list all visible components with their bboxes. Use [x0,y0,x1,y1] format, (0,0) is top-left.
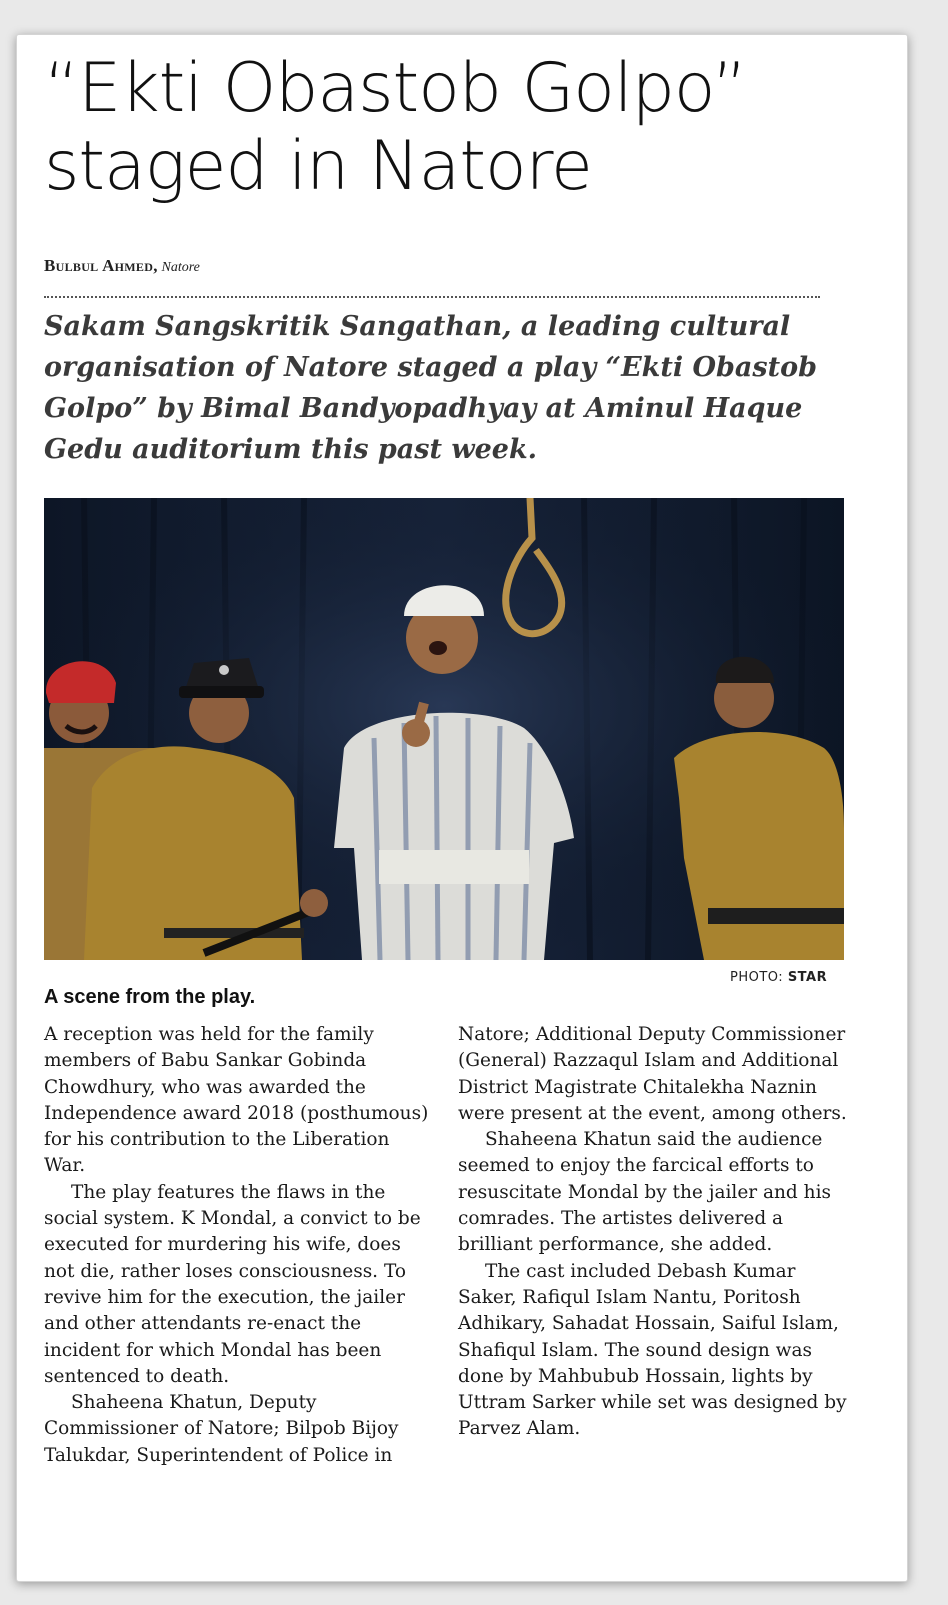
byline [44,256,200,276]
photo-caption: A scene from the play. [44,986,256,1008]
dotted-divider [44,296,820,298]
body-paragraph: Natore; Additional Deputy Commissioner (General) Razzaqul Islam and Additional District Magistrate Chitalekha Naznin were present at the event, among others. [458,1024,847,1124]
body-column-1 [44,1022,434,1469]
stage-scene-illustration [44,498,844,960]
headline-line-1: “Ekti Obastob Golpo” [44,49,747,128]
article-lede: Sakam Sangskritik Sangathan, a leading cultural organisation of Natore staged a play “Ekti Obastob Golpo” by Bimal Bandyopadhyay at Aminul Haque Gedu auditorium this past week. [44,311,817,465]
photo-credit-source: STAR [787,970,828,985]
body-column-2 [458,1022,848,1443]
headline-line-2: staged in Natore [44,127,592,206]
body-paragraph: Shaheena Khatun said the audience seemed to enjoy the farcical efforts to resuscitate Mondal by the jailer and his comrades. The artistes delivered a brilliant performance, she added. [458,1129,831,1256]
photo-credit [730,970,827,985]
body-paragraph: The play features the flaws in the social system. K Mondal, a convict to be executed for murdering his wife, does not die, rather loses consciousness. To revive him for the execution, the jailer and other attendants re-enact the incident for which Mondal has been sentenced to death. [44,1181,421,1387]
article-photo [44,498,844,960]
photo-credit-label: PHOTO: [730,970,784,985]
byline-author: Bulbul Ahmed, [44,256,158,275]
article-headline [44,50,874,206]
body-paragraph: A reception was held for the family members of Babu Sankar Gobinda Chowdhury, who was awarded the Independence award 2018 (posthumous) for his contribution to the Liberation War. [44,1024,429,1177]
body-paragraph: Shaheena Khatun, Deputy Commissioner of Natore; Bilpob Bijoy Talukdar, Superintendent of Police in [44,1392,399,1466]
body-paragraph: The cast included Debash Kumar Saker, Rafiqul Islam Nantu, Poritosh Adhikary, Sahadat Hossain, Saiful Islam, Shafiqul Islam. The sound design was done by Mahbubub Hossain, lights by Uttram Sarker while set was designed by Parvez Alam. [458,1260,847,1440]
byline-place: Natore [161,260,200,275]
